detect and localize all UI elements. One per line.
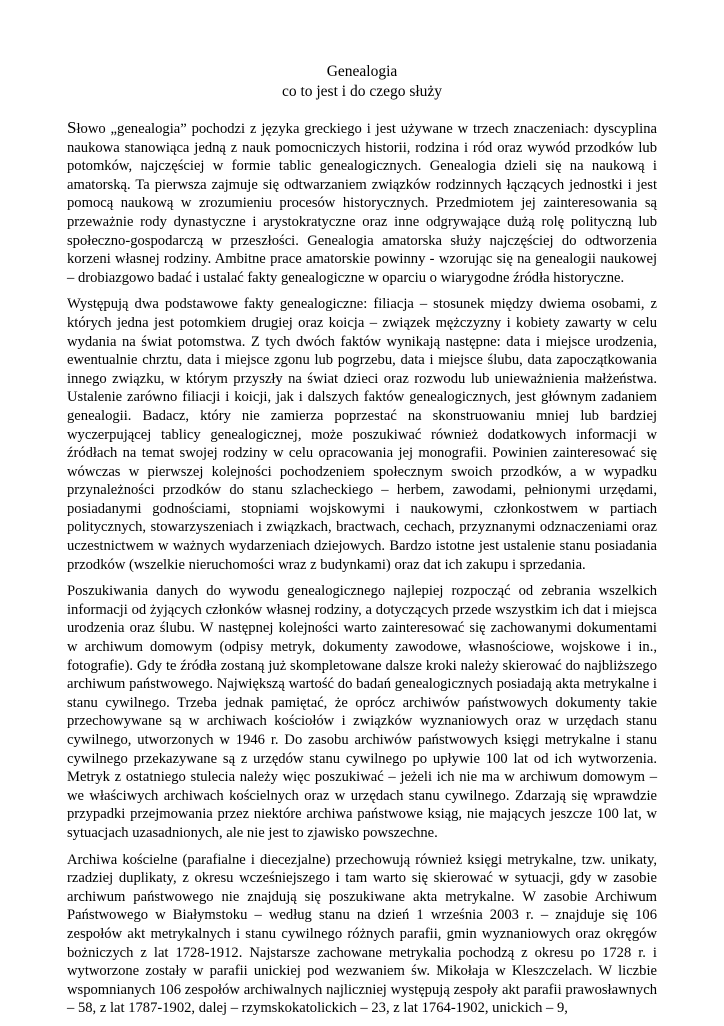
paragraph-3: Poszukiwania danych do wywodu genealogicznego najlepiej rozpocząć od zebrania wszelkich informacji od żyjących członków własnej rodziny, a dotyczących przede wszystkim ich dat i miejsca urodzenia oraz ślubu. W następnej kolejności warto zainteresować się zachowanymi dokumentami w archiwum domowym (odpisy metryk, dokumenty zawodowe, własnościowe, wojskowe i in., fotografie). Gdy te źródła zostaną już skompletowane dalsze kroki należy skierować do najbliższego archiwum państwowego. Największą wartość do badań genealogicznych posiadają akta metrykalne i stanu cywilnego. Trzeba jednak pamiętać, że oprócz archiwów państwowych dokumenty takie przechowywane są w archiwach kościołów i związków wyznaniowych oraz w urzędach stanu cywilnego, utworzonych w 1946 r. Do zasobu archiwów państwowych księgi metrykalne i stanu cywilnego przekazywane są z urzędów stanu cywilnego po upływie 100 lat od ich wytworzenia. Metryk z ostatniego stulecia należy więc poszukiwać – jeżeli ich nie ma w archiwum domowym – we właściwych archiwach kościelnych oraz w urzędach stanu cywilnego. Zdarzają się wprawdzie przypadki przejmowania przez niektóre archiwa państwowe ksiąg, nie mających jeszcze 100 lat, w sytuacjach uzasadnionych, ale nie jest to zjawisko powszechne. (67, 583, 657, 841)
paragraph-2: Występują dwa podstawowe fakty genealogiczne: filiacja – stosunek między dwiema osobami, z których jedna jest potomkiem drugiej oraz koicja – związek mężczyzny i kobiety zawarty w celu wydania na świat potomstwa. Z tych dwóch faktów wynikają następne: data i miejsce urodzenia, ewentualnie chrztu, data i miejsce zgonu lub pogrzebu, data i miejsce ślubu, data zapoczątkowania innego związku, w którym przyszły na świat dzieci oraz rozwodu lub unieważnienia małżeństwa. Ustalenie zarówno filiacji i koicji, jak i dalszych faktów genealogicznych, jest głównym zadaniem genealogii. Badacz, który nie zamierza poprzestać na skonstruowaniu mniej lub bardziej wyczerpującej tablicy genealogicznej, może poszukiwać również dodatkowych informacji w źródłach na temat swojej rodziny w celu opracowania jej monografii. Powinien zainteresować się wówczas w pierwszej kolejności pochodzeniem społecznym swoich przodków, a w wypadku przynależności przodków do stanu szlacheckiego – herbem, zawodami, pełnionymi urzędami, posiadanymi godnościami, stopniami wojskowymi i naukowymi, członkostwem w partiach politycznych, stowarzyszeniach i związkach, bractwach, cechach, przyznanymi odznaczeniami oraz uczestnictwem w ważnych wydarzeniach dziejowych. Bardzo istotne jest ustalenie stanu posiadania przodków (wszelkie nieruchomości wraz z budynkami) oraz dat ich zakupu i sprzedania. (67, 296, 657, 573)
document-subtitle: co to jest i do czego służy (281, 83, 443, 100)
document-title: Genealogia (326, 63, 398, 80)
paragraph-1: Słowo „genealogia” pochodzi z języka greckiego i jest używane w trzech znaczeniach: dyscyplina naukowa stanowiąca jedną z nauk pomocniczych historii, rodzina i ród oraz wywód przodków lub potomków, najczęściej w formie tablic genealogicznych. Genealogia dzieli się na naukową i amatorską. Ta pierwsza zajmuje się odtwarzaniem związków rodzinnych łączących jednostki i jest pomocą naukową w zrozumieniu procesów historycznych. Przedmiotem jej zainteresowania są przeważnie rody dynastyczne i arystokratyczne oraz inne odgrywające dużą rolę polityczną lub społeczno-gospodarczą w przeszłości. Genealogia amatorska służy najczęściej do odtworzenia korzeni własnej rodziny. Ambitne prace amatorskie powinny - wzorując się na genealogii naukowej – drobiazgowo badać i ustalać fakty genealogiczne w oparciu o wiarygodne źródła historyczne. (67, 118, 657, 286)
document-header (67, 62, 657, 102)
paragraph-4: Archiwa kościelne (parafialne i diecezjalne) przechowują również księgi metrykalne, tzw. unikaty, rzadziej duplikaty, z okresu wcześniejszego i tam warto się skierować w sytuacji, gdy w zasobie archiwum państwowego nie znajdują się poszukiwane akta metrykalne. W zasobie Archiwum Państwowego w Białymstoku – według stanu na dzień 1 września 2003 r. – znajduje się 106 zespołów akt metrykalnych i stanu cywilnego różnych parafii, gmin wyznaniowych oraz okręgów bożniczych z lat 1728-1912. Najstarsze zachowane metrykalia pochodzą z okresu po 1728 r. i wytworzone zostały w parafii unickiej pod wezwaniem św. Mikołaja w Kleszczelach. W liczbie wspomnianych 106 zespołów archiwalnych najliczniej występują zespoły akt parafii prawosławnych – 58, z lat 1787-1902, dalej – rzymskokatolickich – 23, z lat 1764-1902, unickich – 9, (67, 851, 657, 1017)
document-page (67, 62, 657, 1026)
